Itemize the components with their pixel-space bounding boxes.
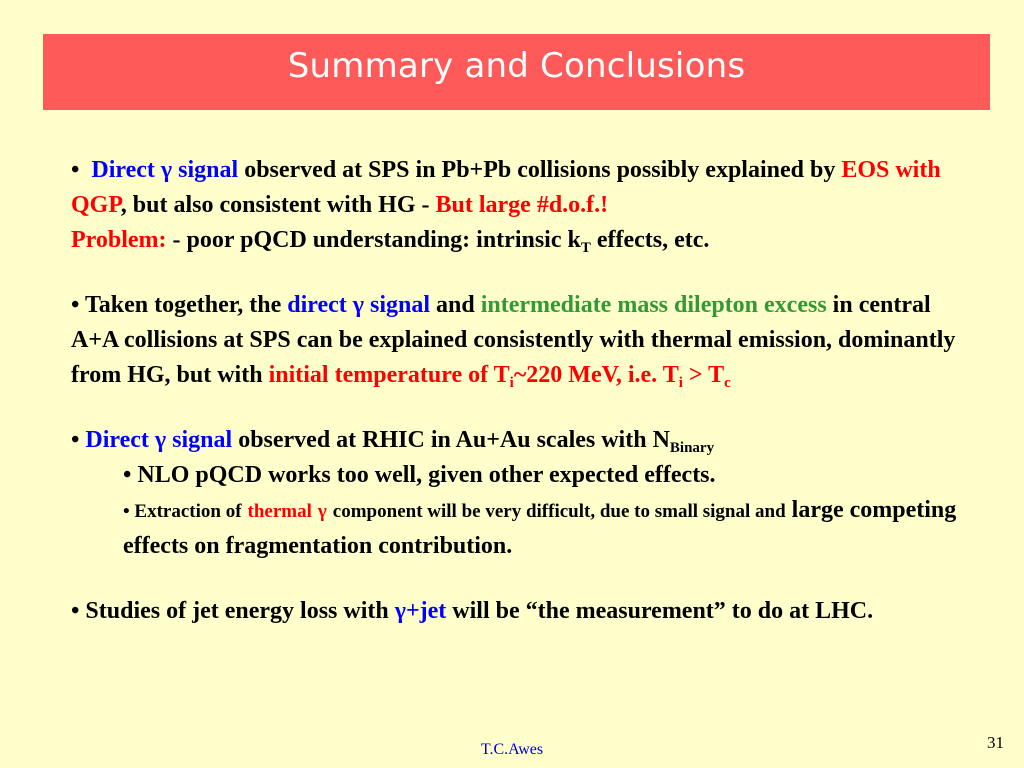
title-bar (43, 34, 990, 110)
slide-title: Summary and Conclusions (287, 46, 746, 86)
direct-text: Direct (85, 427, 149, 453)
thermal-text: thermal (247, 501, 312, 522)
dof-text: But large #d.o.f.! (435, 192, 609, 218)
dilepton-text: intermediate mass dilepton excess (480, 292, 827, 318)
bullet-marker: • (71, 292, 80, 318)
text-segment: Studies of jet energy loss with (85, 598, 389, 624)
bullet-marker: • (71, 157, 80, 183)
temp-value-text: ~220 MeV, i.e. T (513, 362, 679, 388)
sub-bullet-2 (123, 493, 971, 564)
gamma-jet-text: γ+jet (394, 598, 447, 624)
subscript-i: i (509, 375, 514, 391)
bullet-marker: • (71, 598, 80, 624)
slide-content (71, 153, 971, 629)
problem-label: Problem: (71, 227, 167, 253)
text-segment: observed at SPS in Pb+Pb collisions possibly explained by (244, 157, 836, 183)
text-segment: effects, etc. (596, 227, 710, 253)
bullet-1 (71, 153, 971, 258)
subscript-c: c (724, 375, 731, 391)
initial-temp-text: initial temperature of T (268, 362, 510, 388)
subscript-binary: Binary (669, 440, 715, 456)
text-segment: large competing effects on fragmentation contribution. (123, 497, 957, 559)
eos-qgp-text: EOS with QGP (71, 157, 941, 218)
gamma-symbol: γ (154, 427, 167, 453)
gamma-symbol: γ (317, 501, 327, 522)
direct-text: direct (287, 292, 347, 318)
subscript-t: T (580, 240, 591, 256)
tc-text: > T (688, 362, 725, 388)
signal-text: signal (172, 427, 233, 453)
bullet-2 (71, 288, 971, 393)
text-segment: Taken together, the (84, 292, 282, 318)
text-segment: and (436, 292, 475, 318)
text-segment: component will be very difficult, due to small signal and (332, 501, 786, 522)
sub-bullet-1: • NLO pQCD works too well, given other expected effects. (123, 462, 716, 488)
text-segment: • Extraction of (123, 501, 242, 522)
direct-text: Direct (91, 157, 155, 183)
bullet-4 (71, 594, 971, 629)
gamma-symbol: γ (352, 292, 364, 318)
text-segment: , but also consistent with HG - (120, 192, 430, 218)
footer-author: T.C.Awes (480, 741, 544, 758)
page-number: 31 (987, 733, 1004, 752)
subscript-i: i (678, 375, 683, 391)
text-segment: will be “the measurement” to do at LHC. (452, 598, 874, 624)
gamma-symbol: γ (160, 157, 173, 183)
bullet-marker: • (71, 427, 80, 453)
bullet-3 (71, 423, 971, 458)
signal-text: signal (178, 157, 239, 183)
text-segment: in central A+A collisions at SPS can be explained consistently with thermal emission, dominantly from HG, but with (71, 292, 956, 388)
text-segment: observed at RHIC in Au+Au scales with N (238, 427, 670, 453)
text-segment: - poor pQCD understanding: intrinsic k (172, 227, 581, 253)
signal-text: signal (369, 292, 431, 318)
